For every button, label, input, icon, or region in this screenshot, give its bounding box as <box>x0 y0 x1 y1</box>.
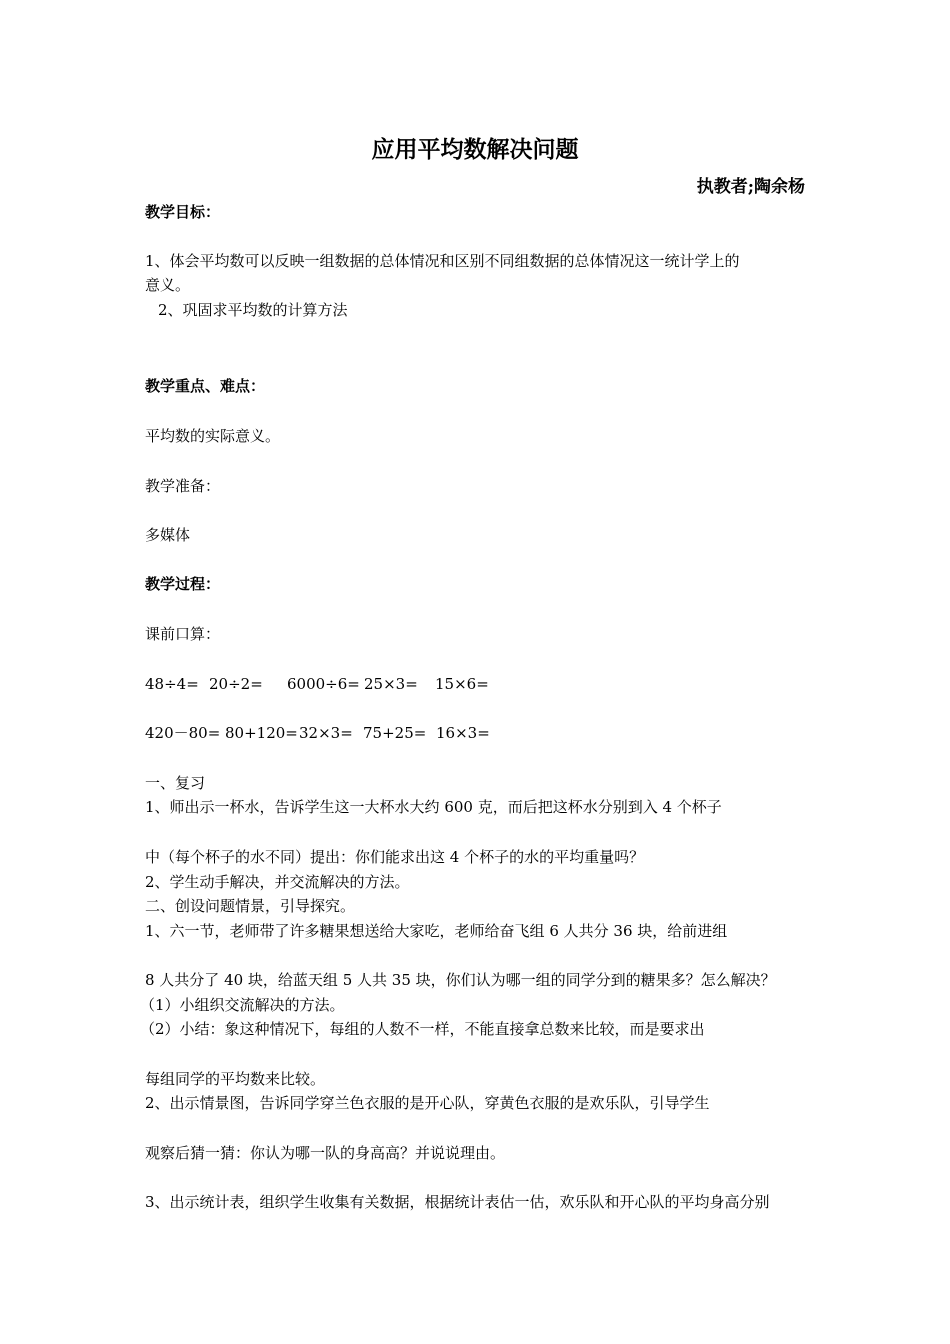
objective-1-line-1: 1、体会平均数可以反映一组数据的总体情况和区别不同组数据的总体情况这一统计学上的 <box>145 252 740 270</box>
explore-1-sub-2-line-1: （2）小结：象这种情况下，每组的人数不一样，不能直接拿总数来比较，而是要求出 <box>140 1020 705 1038</box>
explore-2-line-2: 观察后猜一猜：你认为哪一队的身高高？并说说理由。 <box>145 1144 506 1162</box>
explore-1-sub-1: （1）小组织交流解决的方法。 <box>140 996 345 1014</box>
mental-math-item: 25×3= <box>364 675 418 693</box>
explore-1-sub-2-line-2: 每组同学的平均数来比较。 <box>145 1070 326 1088</box>
warmup-heading: 课前口算： <box>145 625 221 643</box>
review-1-line-2: 中（每个杯子的水不同）提出：你们能求出这 4 个杯子的水的平均重量吗？ <box>145 848 645 866</box>
mental-math-item: 6000÷6= <box>287 675 360 693</box>
objective-1-line-2: 意义。 <box>145 276 191 294</box>
review-2: 2、学生动手解决，并交流解决的方法。 <box>145 873 410 891</box>
process-heading: 教学过程： <box>145 575 221 593</box>
objective-2: 2、巩固求平均数的计算方法 <box>158 301 348 319</box>
mental-math-row-2 <box>145 723 490 743</box>
review-1-line-1: 1、师出示一杯水，告诉学生这一大杯水大约 600 克，而后把这杯水分别到入 4 个杯子 <box>145 798 722 816</box>
author-line: 执教者;陶余杨 <box>696 177 805 197</box>
mental-math-item: 16×3= <box>436 724 490 742</box>
mental-math-item: 15×6= <box>435 675 489 693</box>
explore-1-line-2: 8 人共分了 40 块，给蓝天组 5 人共 35 块，你们认为哪一组的同学分到的糖果多？怎么解决？ <box>145 971 776 989</box>
explore-2-line-1: 2、出示情景图，告诉同学穿兰色衣服的是开心队，穿黄色衣服的是欢乐队，引导学生 <box>145 1094 710 1112</box>
explore-heading: 二、创设问题情景，引导探究。 <box>145 897 356 915</box>
preparation-heading: 教学准备： <box>145 477 221 495</box>
mental-math-row-1 <box>145 674 489 694</box>
document-title: 应用平均数解决问题 <box>371 136 579 163</box>
mental-math-item: 48÷4= <box>145 675 199 693</box>
mental-math-item: 80+120= <box>225 724 298 742</box>
mental-math-item: 32×3= <box>299 724 353 742</box>
mental-math-item: 420－80= <box>145 724 221 742</box>
preparation-text: 多媒体 <box>145 526 191 544</box>
review-heading: 一、复习 <box>145 774 206 792</box>
mental-math-item: 20÷2= <box>209 675 263 693</box>
mental-math-item: 75+25= <box>363 724 427 742</box>
key-points-heading: 教学重点、难点： <box>145 377 266 395</box>
explore-3-line-1: 3、出示统计表，组织学生收集有关数据，根据统计表估一估，欢乐队和开心队的平均身高分别 <box>145 1193 770 1211</box>
objectives-heading: 教学目标： <box>145 203 221 221</box>
explore-1-line-1: 1、六一节，老师带了许多糖果想送给大家吃，老师给奋飞组 6 人共分 36 块，给前进组 <box>145 922 728 940</box>
key-points-text: 平均数的实际意义。 <box>145 427 281 445</box>
